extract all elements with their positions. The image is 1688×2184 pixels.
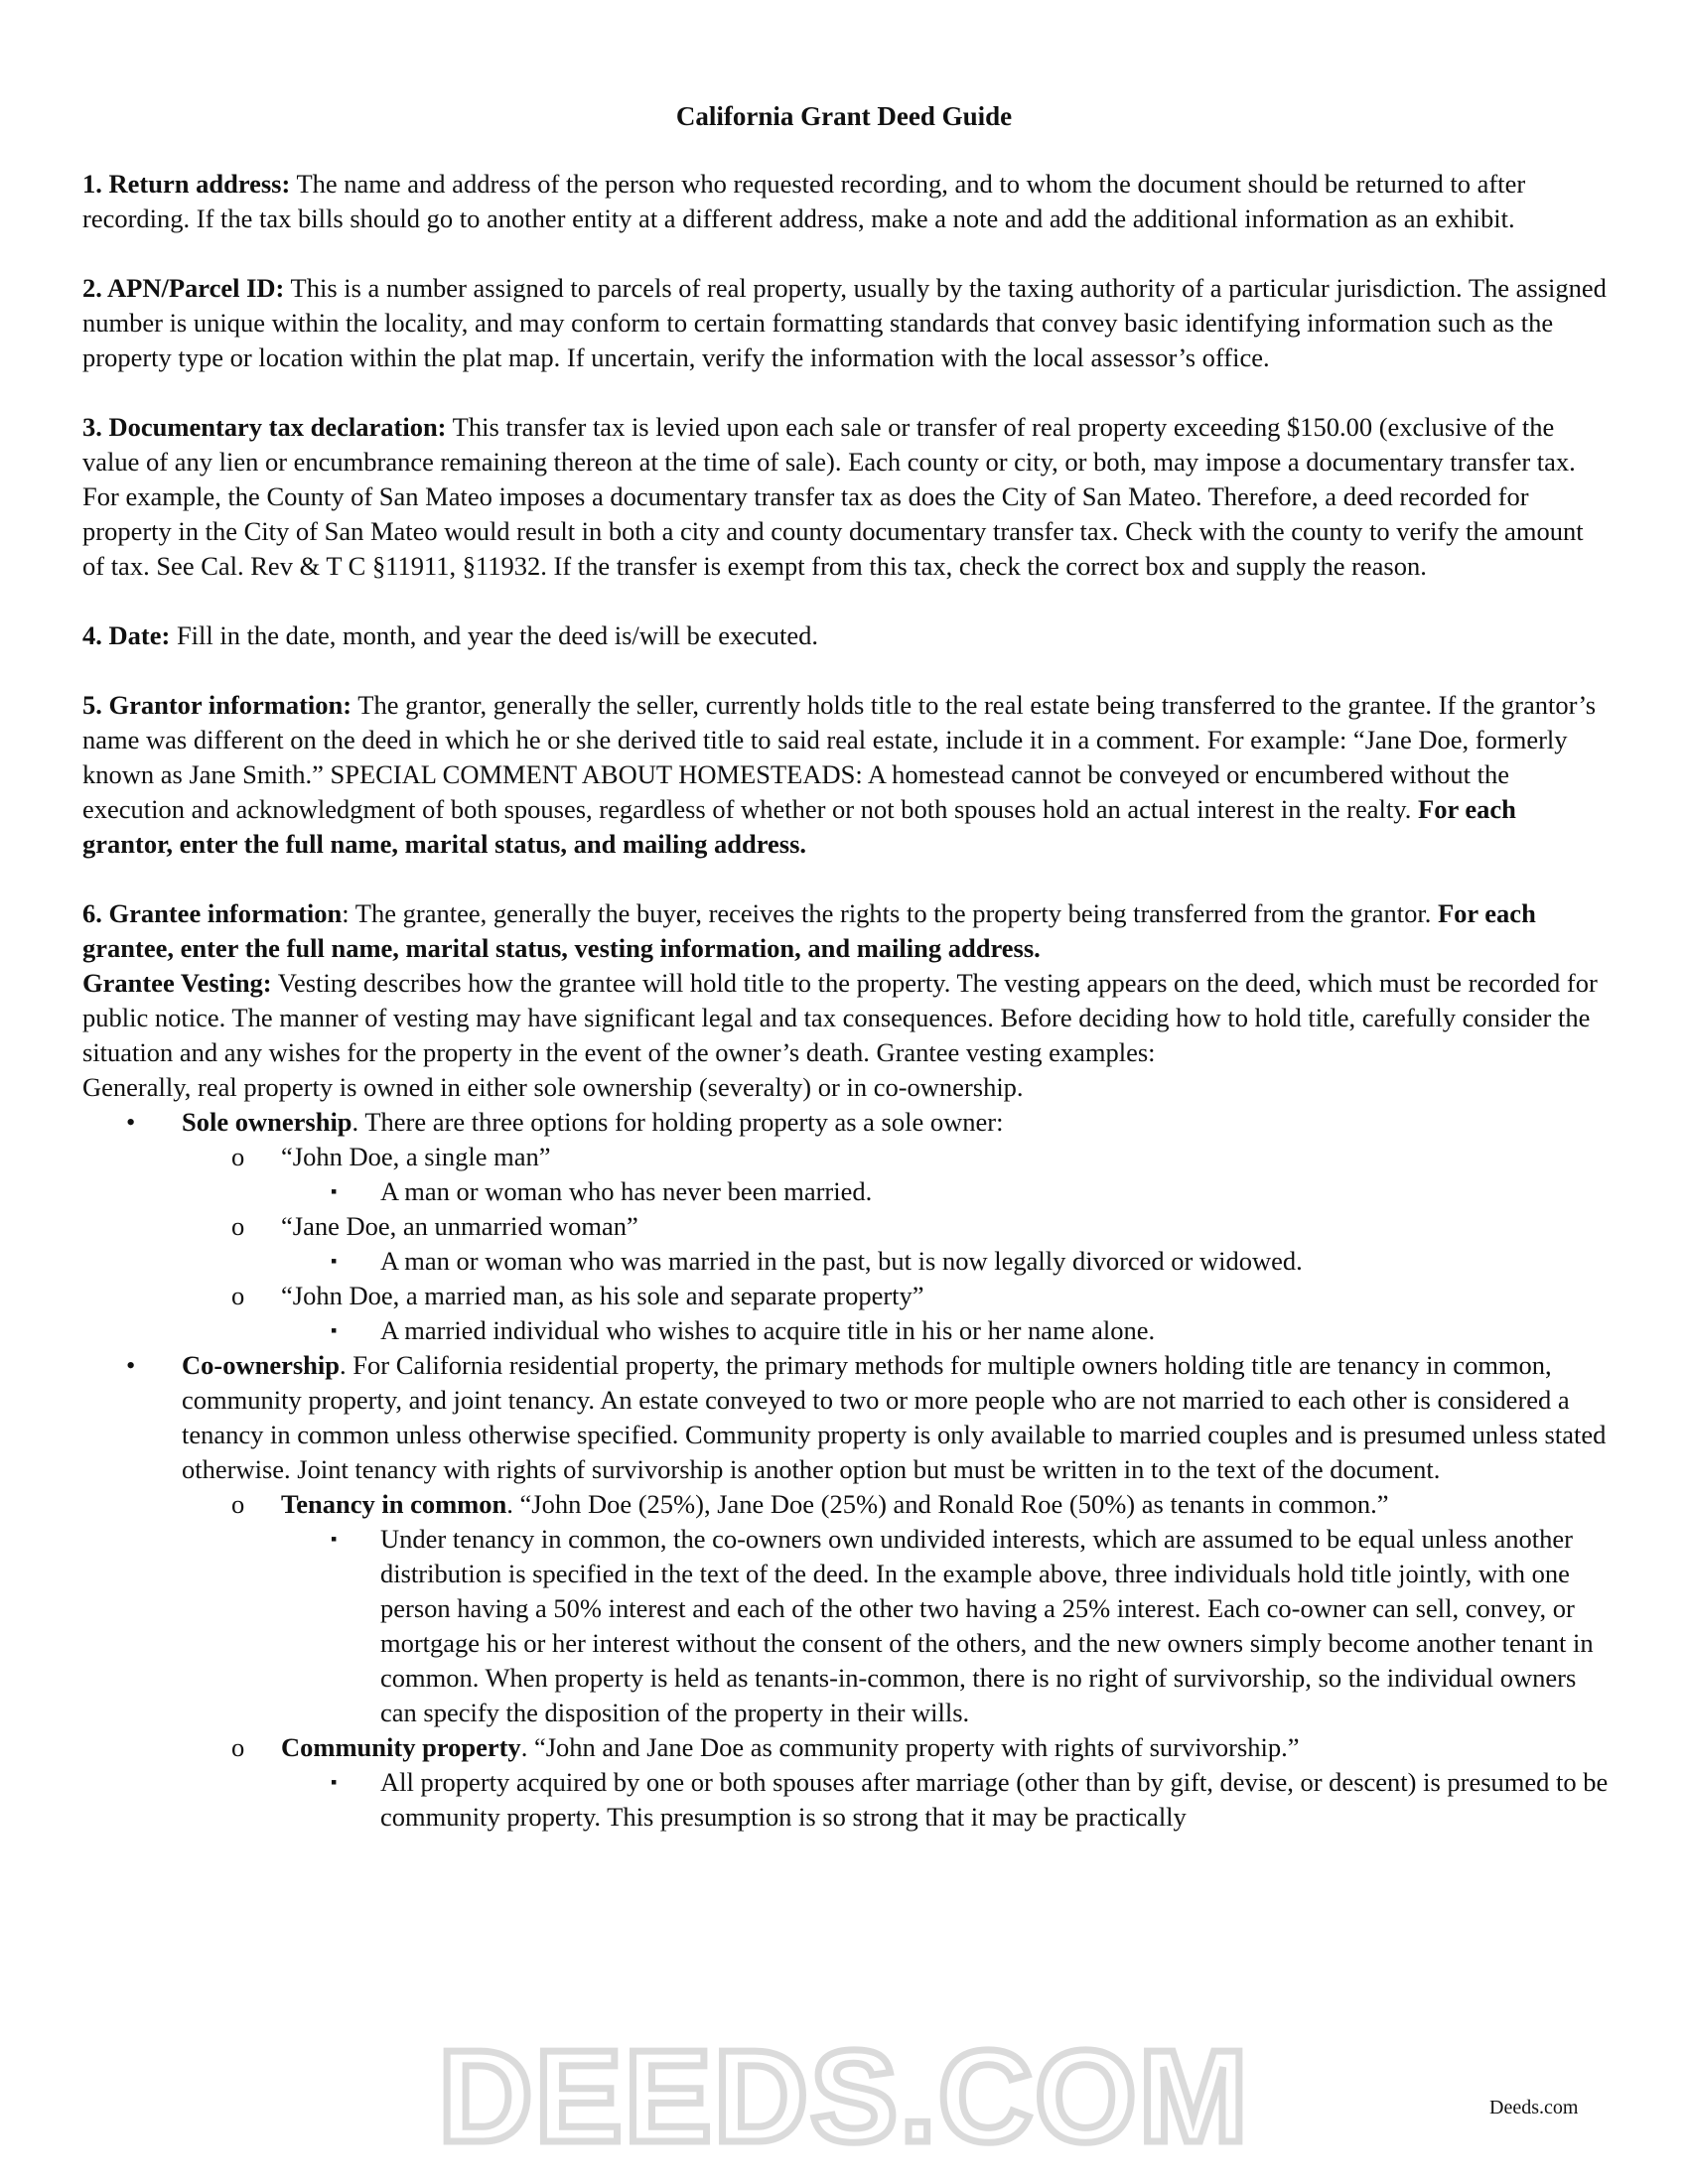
section-heading: 6. Grantee information (82, 898, 343, 928)
list-item (82, 1244, 1612, 1279)
grantee-intro (82, 896, 1612, 966)
list-item-text: . “John and Jane Doe as community property with rights of survivorship.” (520, 1732, 1300, 1762)
list-item (82, 1209, 1612, 1244)
list-item-community-property (82, 1730, 1612, 1765)
vesting-text: Vesting describes how the grantee will hold title to the property. The vesting appears on the deed, which must be recorded for public notice. The manner of vesting may have significant legal and tax consequences. Before deciding how to hold title, carefully consider the situation and any wishes for the property in the event of the owner’s death. Grantee vesting examples: (82, 968, 1598, 1067)
section-heading: 2. APN/Parcel ID: (82, 273, 285, 303)
list-item (82, 1140, 1612, 1174)
list-item-text: . For California residential property, the primary methods for multiple owners holding title are tenancy in common, community property, and joint tenancy. An estate conveyed to two or more people who are not married to each other is considered a tenancy in common unless otherwise specified. Community property is only available to married couples and is presumed unless stated otherwise. Joint tenancy with rights of survivorship is another option but must be written in to the text of the document. (182, 1350, 1607, 1484)
watermark: DEEDS.COM (438, 2023, 1250, 2169)
bullet-marker: • (126, 1350, 136, 1380)
circle-marker: o (231, 1142, 245, 1171)
section-text: : The grantee, generally the buyer, receives the rights to the property being transferred from the grantor. (342, 898, 1438, 928)
ownership-general: Generally, real property is owned in either sole ownership (severalty) or in co-ownership. (82, 1072, 1024, 1102)
circle-marker: o (231, 1211, 245, 1241)
section-text: This transfer tax is levied upon each sale or transfer of real property exceeding $150.00 (exclusive of the value of any lien or encumbrance remaining thereon at the time of sale). Each county or city, or both, may impose a documentary transfer tax. For example, the County of San Mateo imposes a documentary transfer tax as does the City of San Mateo. Therefore, a deed recorded for property in the City of San Mateo would result in both a city and county documentary transfer tax. Check with the county to verify the amount of tax. See Cal. Rev & T C §11911, §11932. If the transfer is exempt from this tax, check the correct box and supply the reason. (82, 412, 1584, 581)
section-heading: 1. Return address: (82, 169, 291, 199)
section-heading: 5. Grantor information: (82, 690, 352, 720)
section-return-address (82, 167, 1612, 236)
grantee-vesting (82, 966, 1612, 1070)
section-heading: 3. Documentary tax declaration: (82, 412, 447, 442)
square-marker: ▪ (331, 1529, 338, 1549)
list-item-text: . There are three options for holding property as a sole owner: (352, 1107, 1004, 1137)
list-item-heading: Co-ownership (182, 1350, 341, 1380)
ownership-list (82, 1105, 1612, 1835)
square-marker: ▪ (331, 1772, 338, 1792)
list-item-text: “John Doe, a married man, as his sole and separate property” (281, 1281, 924, 1310)
list-item-text: A married individual who wishes to acquire title in his or her name alone. (380, 1315, 1156, 1345)
section-apn-parcel-id (82, 271, 1612, 375)
section-text: The name and address of the person who requested recording, and to whom the document should be returned to after recording. If the tax bills should go to another entity at a different address, make a note and add the additional information as an exhibit. (82, 169, 1526, 233)
list-item-heading: Community property (281, 1732, 521, 1762)
section-grantee-information (82, 896, 1612, 1835)
list-item-sole-ownership (82, 1105, 1612, 1348)
list-item-tenancy-in-common (82, 1487, 1612, 1522)
list-item (82, 1313, 1612, 1348)
circle-marker: o (231, 1732, 245, 1762)
square-marker: ▪ (331, 1320, 338, 1340)
section-text: The grantor, generally the seller, currently holds title to the real estate being transferred to the grantee. If the grantor’s name was different on the deed in which he or she derived title to said real estate, include it in a comment. For example: “Jane Doe, formerly known as Jane Smith.” SPECIAL COMMENT ABOUT HOMESTEADS: A homestead cannot be conveyed or encumbered without the execution and acknowledgment of both spouses, regardless of whether or not both spouses hold an actual interest in the realty. (82, 690, 1597, 824)
page-title: California Grant Deed Guide (675, 101, 1013, 131)
list-item-text: A man or woman who was married in the past, but is now legally divorced or widowed. (380, 1246, 1303, 1276)
list-item-heading: Tenancy in common (281, 1489, 507, 1519)
section-text: Fill in the date, month, and year the deed is/will be executed. (170, 620, 819, 650)
section-heading: 4. Date: (82, 620, 171, 650)
section-emphasis: For each grantee, enter the full name, marital status, vesting information, and mailing address. (82, 898, 1536, 963)
bullet-marker: • (126, 1107, 136, 1137)
document-body (82, 167, 1612, 1835)
section-date (82, 618, 1612, 653)
section-documentary-tax (82, 410, 1612, 584)
co-ownership-options (182, 1487, 1612, 1835)
list-item (82, 1765, 1612, 1835)
list-item-text: All property acquired by one or both spouses after marriage (other than by gift, devise, or descent) is presumed to be community property. This presumption is so strong that it may be practically (380, 1767, 1609, 1832)
list-item-text: A man or woman who has never been married. (380, 1176, 873, 1206)
list-item-text: “John Doe, a single man” (281, 1142, 551, 1171)
list-item-co-ownership (82, 1348, 1612, 1835)
sole-ownership-options (182, 1140, 1612, 1348)
list-item-text: “Jane Doe, an unmarried woman” (281, 1211, 638, 1241)
list-item (82, 1279, 1612, 1313)
list-item-text: . “John Doe (25%), Jane Doe (25%) and Ronald Roe (50%) as tenants in common.” (506, 1489, 1389, 1519)
list-item (82, 1522, 1612, 1730)
vesting-heading: Grantee Vesting: (82, 968, 272, 998)
list-item-text: Under tenancy in common, the co-owners own undivided interests, which are assumed to be equal unless another distribution is specified in the text of the deed. In the example above, three individuals hold title jointly, with one person having a 50% interest and each of the other two having a 25% interest. Each co-owner can sell, convey, or mortgage his or her interest without the consent of the others, and the new owners simply become another tenant in common. When property is held as tenants-in-common, there is no right of survivorship, so the individual owners can specify the disposition of the property in their wills. (380, 1524, 1594, 1727)
footer-site-name: Deeds.com (1489, 2097, 1579, 2118)
list-item-heading: Sole ownership (182, 1107, 352, 1137)
square-marker: ▪ (331, 1181, 338, 1201)
square-marker: ▪ (331, 1251, 338, 1271)
list-item (82, 1174, 1612, 1209)
section-text: This is a number assigned to parcels of real property, usually by the taxing authority of a particular jurisdiction. The assigned number is unique within the locality, and may conform to certain formatting standards that convey basic identifying information such as the property type or location within the plat map. If uncertain, verify the information with the local assessor’s office. (82, 273, 1607, 372)
section-grantor-information (82, 688, 1612, 862)
circle-marker: o (231, 1489, 245, 1519)
circle-marker: o (231, 1281, 245, 1310)
section-emphasis: For each grantor, enter the full name, marital status, and mailing address. (82, 794, 1516, 859)
